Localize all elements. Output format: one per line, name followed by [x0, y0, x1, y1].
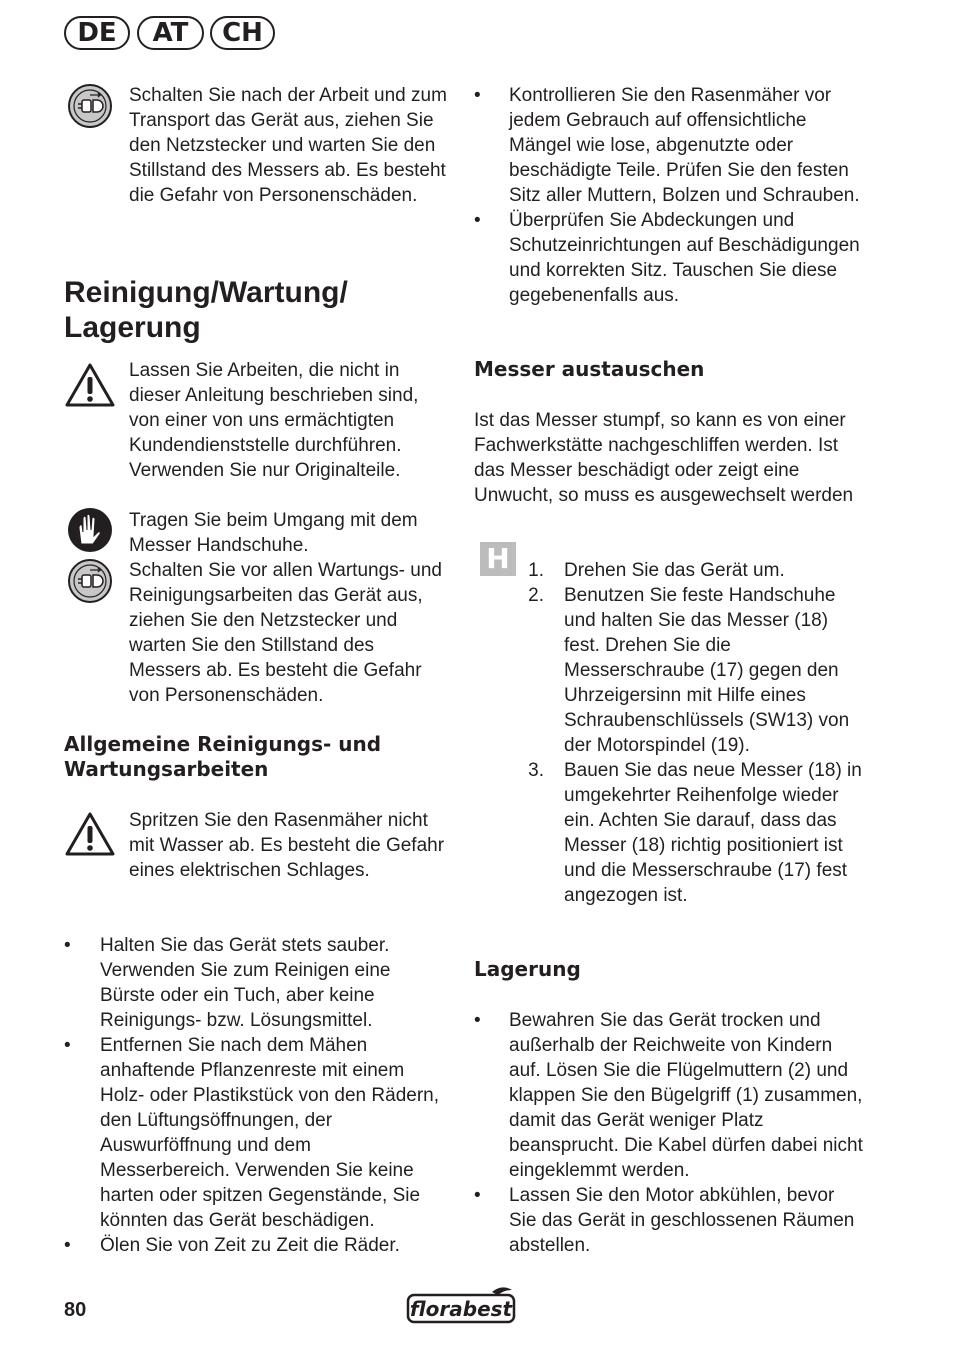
subheading-general-line2: Wartungsarbeiten [64, 757, 269, 781]
figure-label-badge: H [480, 542, 516, 576]
warning-icon [64, 811, 116, 857]
storage-list [474, 1008, 866, 1258]
list-item: 1. Drehen Sie das Gerät um. [474, 558, 866, 583]
gloves-note: Tragen Sie beim Umgang mit dem Messer Handschuhe. [129, 510, 418, 556]
list-item: • Kontrollieren Sie den Rasenmäher vor jedem Gebrauch auf offensichtliche Mängel wie lose, abgenutzte oder beschädigte Teile. Prüfen Sie den festen Sitz aller Muttern, Bolzen und Schrauben. [474, 85, 860, 206]
subheading-knife: Messer austauschen [474, 357, 705, 381]
warning-icon [64, 362, 116, 408]
unplug-icon [66, 557, 114, 605]
knife-steps [474, 558, 866, 908]
list-item: • Lassen Sie den Motor abkühlen, bevor Sie das Gerät in geschlossenen Räumen abstellen. [474, 1185, 855, 1256]
bullet: • [474, 1185, 481, 1206]
list-item: • Überprüfen Sie Abdeckungen und Schutzeinrichtungen auf Beschädigungen und korrekten Sitz. Tauschen Sie diese gegebenenfalls aus. [474, 210, 860, 306]
gloves-icon [66, 506, 114, 554]
list-item: • Ölen Sie von Zeit zu Zeit die Räder. [64, 1235, 400, 1256]
list-item: • Bewahren Sie das Gerät trocken und außerhalb der Reichweite von Kindern auf. Lösen Sie die Flügelmuttern (2) und klappen Sie den Bügelgriff (1) zusammen, damit das Gerät weniger Platz beansprucht. Die Kabel dürfen dabei nicht eingeklemmt werden. [474, 1010, 863, 1181]
cleaning-list [64, 933, 444, 1258]
knife-paragraph: Ist das Messer stumpf, so kann es von einer Fachwerkstätte nachgeschliffen werden. Ist das Messer beschädigt oder zeigt eine Unwucht, so muss es ausgewechselt werden [474, 410, 854, 506]
subheading-storage: Lagerung [474, 957, 581, 981]
country-badge-ch: CH [210, 16, 275, 50]
step-number: 1. [528, 560, 544, 581]
bullet: • [64, 935, 71, 956]
country-badge-at: AT [137, 16, 204, 50]
warning-service-note: Lassen Sie Arbeiten, die nicht in dieser Anleitung beschrieben sind, von einer von uns ermächtigten Kundendienststelle durchführen. Verwenden Sie nur Originalteile. [129, 360, 419, 481]
bullet: • [474, 85, 481, 106]
list-item: 3. Bauen Sie das neue Messer (18) in umgekehrter Reihenfolge wieder ein. Achten Sie darauf, dass das Messer (18) richtig positioniert ist und die Messerschraube (17) fest angezogen ist. [474, 758, 866, 908]
bullet: • [474, 1010, 481, 1031]
section-title [64, 275, 348, 345]
transport-note: Schalten Sie nach der Arbeit und zum Transport das Gerät aus, ziehen Sie den Netzstecker und warten Sie den Stillstand des Messers ab. Es besteht die Gefahr von Personenschäden. [129, 85, 447, 206]
florabest-logo [406, 1286, 516, 1324]
page-number: 80 [64, 1299, 87, 1321]
bullet: • [64, 1235, 71, 1256]
section-title-line1: Reinigung/Wartung/ [64, 276, 348, 309]
warning-water-note: Spritzen Sie den Rasenmäher nicht mit Wasser ab. Es besteht die Gefahr eines elektrischen Schlages. [129, 810, 445, 881]
svg-text:florabest: florabest [409, 1297, 513, 1321]
section-title-line2: Lagerung [64, 311, 201, 344]
subheading-general [64, 732, 381, 782]
step-number: 3. [528, 760, 544, 781]
list-item: • Entfernen Sie nach dem Mähen anhaftende Pflanzenreste mit einem Holz- oder Plastikstück von den Rädern, den Lüftungsöffnungen, der Auswurföffnung und dem Messerbereich. Verwenden Sie keine harten oder spitzen Gegenstände, Sie könnten das Gerät beschädigen. [64, 1035, 439, 1231]
country-badge-de: DE [64, 16, 130, 50]
check-list [474, 83, 866, 308]
step-number: 2. [528, 585, 544, 606]
bullet: • [474, 210, 481, 231]
subheading-general-line1: Allgemeine Reinigungs- und [64, 732, 382, 756]
unplug-note: Schalten Sie vor allen Wartungs- und Reinigungsarbeiten das Gerät aus, ziehen Sie den Netzstecker und warten Sie den Stillstand des Messers ab. Es besteht die Gefahr von Personenschäden. [129, 560, 442, 706]
list-item: • Halten Sie das Gerät stets sauber. Verwenden Sie zum Reinigen eine Bürste oder ein Tuch, aber keine Reinigungs- bzw. Lösungsmittel. [64, 935, 391, 1031]
list-item: 2. Benutzen Sie feste Handschuhe und halten Sie das Messer (18) fest. Drehen Sie die Messerschraube (17) gegen den Uhrzeigersinn mit Hilfe eines Schraubenschlüssels (SW13) von der Motorspindel (19). [474, 583, 866, 758]
unplug-icon [66, 82, 114, 130]
bullet: • [64, 1035, 71, 1056]
